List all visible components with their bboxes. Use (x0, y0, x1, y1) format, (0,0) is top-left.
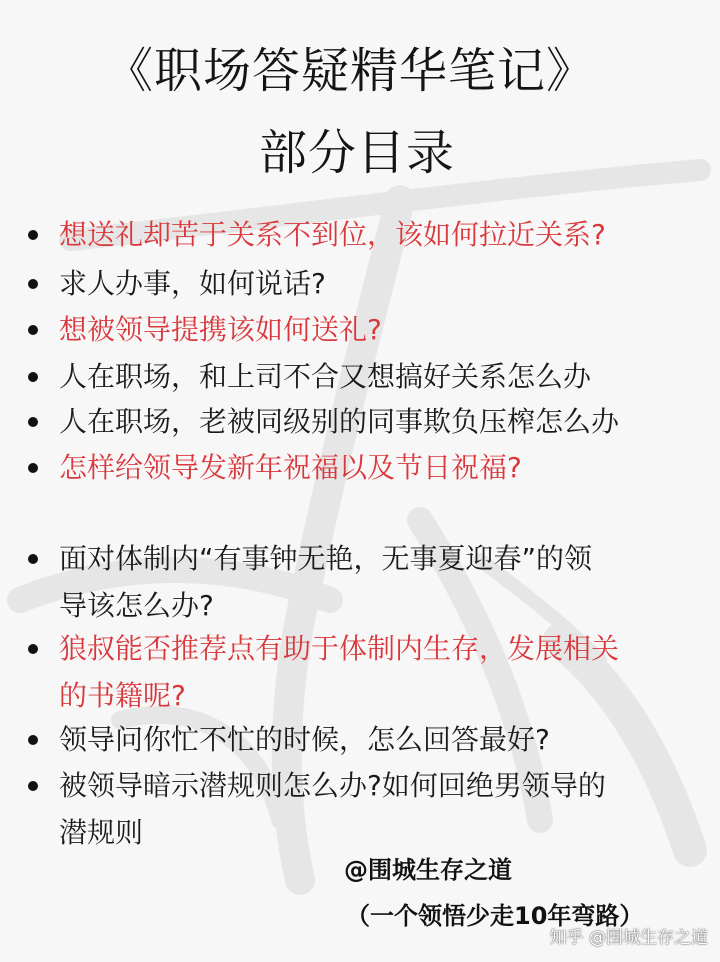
list-item (28, 353, 718, 400)
bullet-icon (28, 463, 38, 473)
bullet-icon (28, 230, 38, 240)
list-item-text: 狼叔能否推荐点有助于体制内生存，发展相关 的书籍呢? (59, 632, 620, 712)
list-item (28, 716, 718, 763)
list-item-text: 怎样给领导发新年祝福以及节日祝福? (59, 451, 522, 484)
bullet-icon (28, 644, 38, 654)
list-item (28, 211, 718, 258)
list-item (28, 625, 718, 719)
page-subtitle: 部分目录 (258, 125, 455, 181)
bullet-icon (28, 781, 38, 791)
list-item-text: 人在职场，老被同级别的同事欺负压榨怎么办 (59, 405, 620, 438)
list-item (28, 398, 718, 445)
list-item-text: 面对体制内“有事钟无艳，无事夏迎春”的领 导该怎么办? (59, 542, 593, 622)
bullet-icon (28, 279, 38, 289)
list-item (28, 260, 718, 307)
list-item (28, 535, 718, 629)
list-item (28, 306, 718, 353)
page-title: 《职场答疑精华笔记》 (104, 43, 595, 99)
bullet-icon (28, 554, 38, 564)
list-item-text: 领导问你忙不忙的时候，怎么回答最好? (59, 723, 550, 756)
list-item-text: 被领导暗示潜规则怎么办?如何回绝男领导的 潜规则 (59, 769, 606, 849)
list-item-text: 想送礼却苦于关系不到位，该如何拉近关系? (59, 218, 606, 251)
list-item-text: 求人办事，如何说话? (59, 267, 326, 300)
zhihu-watermark: 知乎 @围城生存之道 (549, 928, 708, 948)
list-item-text: 人在职场，和上司不合又想搞好关系怎么办 (59, 360, 592, 393)
list-item-text: 想被领导提携该如何送礼? (59, 313, 382, 346)
bullet-icon (28, 735, 38, 745)
list-item (28, 444, 718, 491)
bullet-icon (28, 372, 38, 382)
list-item (28, 762, 718, 856)
bullet-icon (28, 325, 38, 335)
author-slogan: （一个领悟少走10年弯路） (346, 902, 644, 930)
bullet-icon (28, 417, 38, 427)
author-handle: @围城生存之道 (344, 856, 512, 884)
